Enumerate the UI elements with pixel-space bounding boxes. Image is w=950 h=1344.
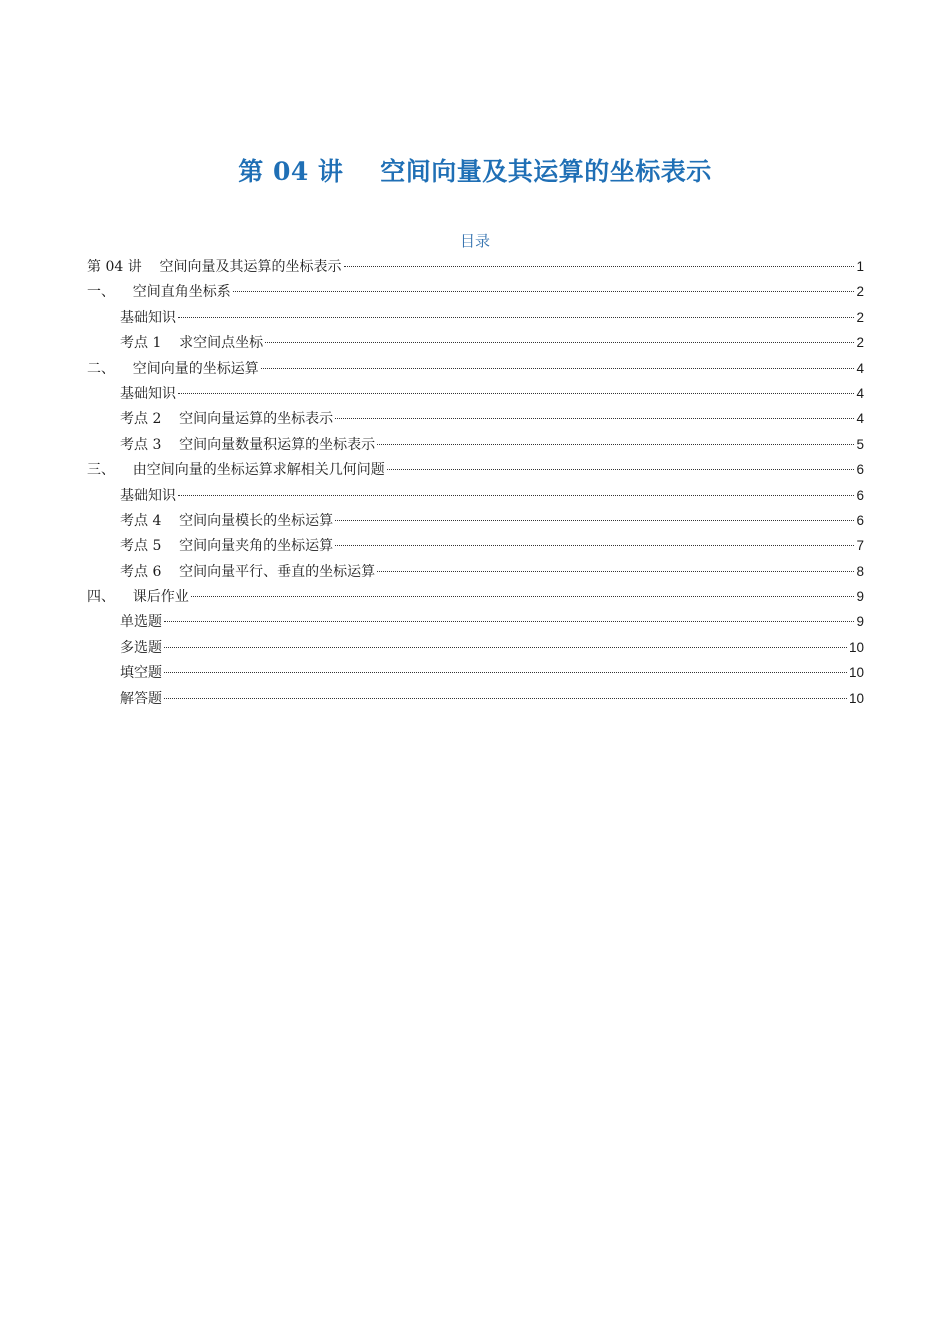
toc-entry-label: 第 04 讲 空间向量及其运算的坐标表示: [87, 259, 342, 275]
dot-leader: [265, 342, 854, 343]
toc-page-number: 6: [856, 512, 864, 528]
toc-entry[interactable]: [87, 660, 864, 685]
toc-entry[interactable]: [87, 406, 864, 431]
table-of-contents: [87, 254, 864, 711]
dot-leader: [335, 545, 854, 546]
toc-entry-label: 考点 2 空间向量运算的坐标表示: [120, 411, 334, 428]
toc-entry[interactable]: [87, 533, 864, 558]
toc-entry[interactable]: [87, 457, 864, 482]
toc-entry-label: 三、 由空间向量的坐标运算求解相关几何问题: [87, 462, 385, 479]
toc-entry[interactable]: [87, 559, 864, 584]
toc-entry-label: 四、 课后作业: [87, 589, 189, 606]
toc-page-number: 1: [856, 259, 864, 274]
toc-entry-label: 考点 3 空间向量数量积运算的坐标表示: [120, 436, 376, 453]
dot-leader: [164, 672, 847, 673]
toc-entry[interactable]: [87, 635, 864, 660]
dot-leader: [377, 444, 854, 445]
toc-entry[interactable]: [87, 432, 864, 457]
toc-page-number: 5: [856, 436, 864, 452]
toc-entry-label: 基础知识: [120, 385, 176, 402]
toc-entry-label: 基础知识: [120, 487, 176, 504]
toc-page-number: 10: [848, 665, 864, 681]
toc-entry[interactable]: [87, 686, 864, 711]
dot-leader: [164, 647, 847, 648]
toc-entry-label: 二、 空间向量的坐标运算: [87, 360, 259, 377]
toc-entry-label: 多选题: [120, 639, 162, 656]
toc-entry[interactable]: [87, 254, 864, 279]
dot-leader: [178, 317, 854, 318]
dot-leader: [261, 368, 855, 369]
toc-entry[interactable]: [87, 508, 864, 533]
dot-leader: [233, 291, 855, 292]
toc-entry[interactable]: [87, 483, 864, 508]
toc-entry[interactable]: [87, 381, 864, 406]
dot-leader: [377, 571, 854, 572]
toc-page-number: 2: [856, 284, 864, 300]
dot-leader: [164, 621, 854, 622]
toc-entry-label: 解答题: [120, 690, 162, 707]
toc-entry-label: 基础知识: [120, 309, 176, 326]
toc-entry[interactable]: [87, 356, 864, 381]
toc-page-number: 2: [856, 309, 864, 325]
toc-page-number: 2: [856, 335, 864, 351]
toc-entry-label: 考点 1 求空间点坐标: [120, 335, 264, 352]
dot-leader: [335, 418, 854, 419]
dot-leader: [387, 469, 855, 470]
dot-leader: [178, 495, 854, 496]
toc-page-number: 10: [848, 690, 864, 706]
dot-leader: [191, 596, 855, 597]
toc-entry[interactable]: [87, 609, 864, 634]
toc-entry-label: 考点 5 空间向量夹角的坐标运算: [120, 538, 334, 555]
toc-page-number: 6: [856, 487, 864, 503]
toc-entry[interactable]: [87, 584, 864, 609]
toc-heading: 目录: [459, 232, 490, 250]
toc-page-number: 9: [856, 589, 864, 605]
page-title: 第 04 讲 空间向量及其运算的坐标表示: [238, 157, 712, 186]
toc-entry[interactable]: [87, 279, 864, 304]
dot-leader: [335, 520, 854, 521]
toc-entry[interactable]: [87, 305, 864, 330]
toc-entry-label: 填空题: [120, 665, 162, 682]
toc-entry-label: 考点 4 空间向量模长的坐标运算: [120, 512, 334, 529]
toc-page-number: 4: [856, 411, 864, 427]
dot-leader: [344, 266, 855, 267]
toc-page-number: 9: [856, 614, 864, 630]
dot-leader: [178, 393, 854, 394]
toc-page-number: 6: [856, 462, 864, 478]
toc-page-number: 4: [856, 385, 864, 401]
dot-leader: [164, 698, 847, 699]
toc-page-number: 4: [856, 360, 864, 376]
toc-page-number: 7: [856, 538, 864, 554]
toc-page-number: 8: [856, 563, 864, 579]
toc-entry-label: 一、 空间直角坐标系: [87, 284, 231, 301]
toc-entry-label: 单选题: [120, 614, 162, 631]
toc-entry[interactable]: [87, 330, 864, 355]
toc-page-number: 10: [848, 639, 864, 655]
toc-entry-label: 考点 6 空间向量平行、垂直的坐标运算: [120, 563, 376, 580]
